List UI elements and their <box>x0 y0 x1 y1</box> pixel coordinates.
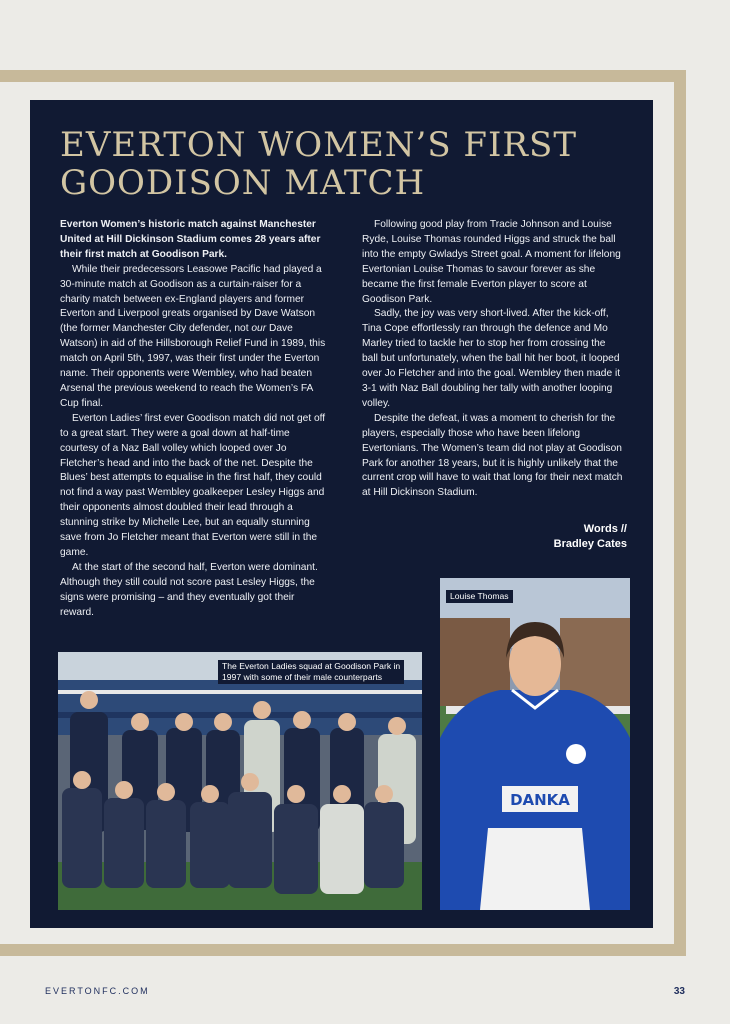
louise-thomas-image <box>440 578 630 910</box>
article-lead: Everton Women’s historic match against Manchester United at Hill Dickinson Stadium comes 28 years after their first match at Goodison Park. <box>60 219 321 260</box>
paragraph-2: Everton Ladies’ first ever Goodison match did not get off to a great start. They were a goal down at half-time courtesy of a Naz Ball volley which looped over Jo Fletcher’s head and into the back of the net. Despite the Blues’ best attempts to equalise in the first half, they could not find a way past Wembley goalkeeper Lesley Higgs and their opponents almost doubled their lead through a stunning strike by Michelle Lee, but an equally stunning save from Jo Fletcher meant that Everton were still in the game. <box>60 412 326 558</box>
right-column <box>362 218 624 501</box>
paragraph-1 <box>60 263 328 412</box>
article-title <box>60 126 620 202</box>
byline-label: Words // <box>583 523 627 535</box>
footer-site: EVERTONFC.COM <box>45 986 150 996</box>
paragraph-6: Despite the defeat, it was a moment to cherish for the players, especially those who have been lifelong Evertonians. The Women’s team did not play at Goodison Park for another 18 years, but it is highly unlikely that the current crop will have to wait that long for their next match at Hill Dickinson Stadium. <box>362 412 623 499</box>
louise-thomas-photo <box>440 578 630 910</box>
paragraph-1-part-a: While their predecessors Leasowe Pacific had played a 30-minute match at Goodison as a curtain-raiser for a charity match between ex-England players and former Everton and Liverpool greats organised by Dave Watson (the former Manchester City defender, not <box>60 263 322 335</box>
squad-caption <box>218 660 404 684</box>
paragraph-1-emphasis: our <box>251 323 267 335</box>
paragraph-5: Sadly, the joy was very short-lived. After the kick-off, Tina Cope effortlessly ran through the defence and Mo Marley tried to tackle her to stop her from crossing the ball but unfortunately, when the ball hit her boot, it looped over Jo Fletcher and into the goal. Wembley then made it 3-1 with Naz Ball doubling her tally with another looping volley. <box>362 308 621 409</box>
title-line-1: EVERTON WOMEN’S FIRST <box>60 125 578 165</box>
paragraph-3: At the start of the second half, Everton were dominant. Although they still could not score past Lesley Higgs, the signs were promising – and they eventually got their reward. <box>60 561 318 618</box>
shirt-sponsor-text: DANKA <box>510 791 570 809</box>
page-number: 33 <box>673 986 685 997</box>
byline <box>554 522 627 552</box>
squad-caption-line-2: 1997 with some of their male counterparts <box>222 672 383 682</box>
squad-photo <box>58 652 422 910</box>
title-line-2: GOODISON MATCH <box>60 163 426 203</box>
squad-photo-image <box>58 652 422 910</box>
paragraph-4: Following good play from Tracie Johnson and Louise Ryde, Louise Thomas rounded Higgs and struck the ball into the empty Gwladys Street goal. A moment for lifelong Evertonian Louise Thomas to savour forever as she became the first female Everton player to score at Goodison Park. <box>362 219 621 305</box>
squad-caption-line-1: The Everton Ladies squad at Goodison Park in <box>222 661 401 671</box>
paragraph-1-part-b: Dave Watson) in aid of the Hillsborough Relief Fund in 1989, this match on April 5th, 1997, was their first under the Everton name. Their opponents were Wembley, who had beaten Arsenal the previous weekend to reach the Women’s FA Cup final. <box>60 323 326 409</box>
byline-author: Bradley Cates <box>553 538 627 550</box>
thomas-caption: Louise Thomas <box>446 590 513 603</box>
left-column <box>60 218 328 620</box>
